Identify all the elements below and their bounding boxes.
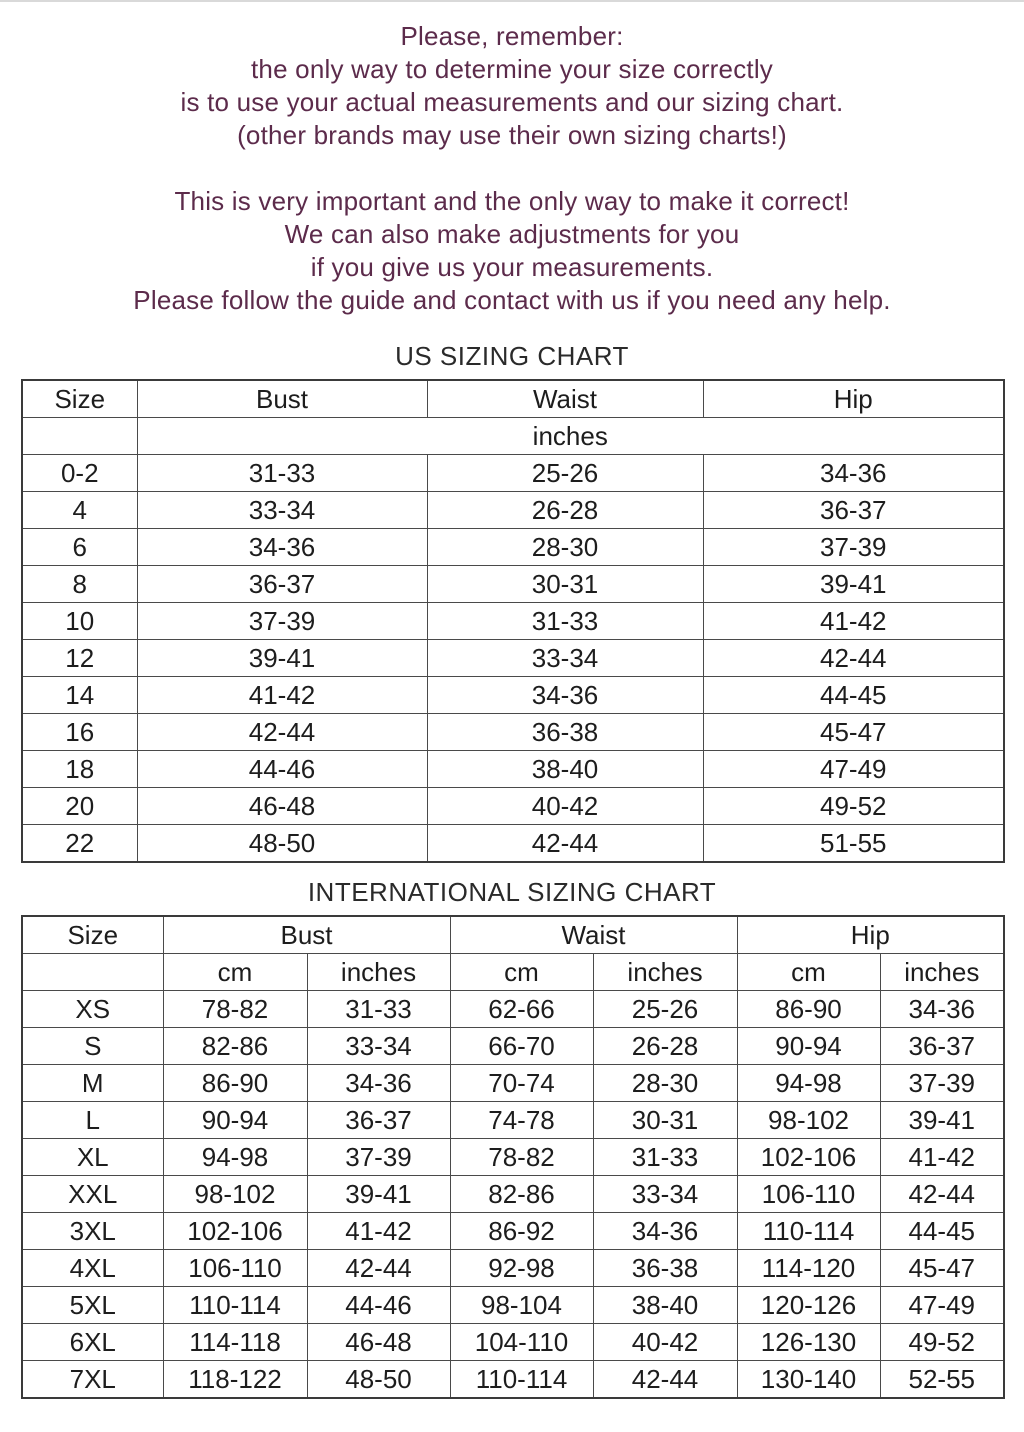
table-header-row bbox=[22, 380, 1004, 418]
table-cell: 39-41 bbox=[137, 640, 427, 677]
column-header-size: Size bbox=[22, 380, 137, 418]
column-header-waist: Waist bbox=[450, 916, 737, 954]
table-cell: 130-140 bbox=[737, 1361, 880, 1399]
table-cell: 86-92 bbox=[450, 1213, 593, 1250]
table-cell: 62-66 bbox=[450, 991, 593, 1028]
table-cell: 37-39 bbox=[703, 529, 1004, 566]
table-cell: 104-110 bbox=[450, 1324, 593, 1361]
table-cell: 110-114 bbox=[450, 1361, 593, 1399]
us-sizing-table bbox=[21, 379, 1005, 863]
table-row bbox=[22, 455, 1004, 492]
table-cell: 46-48 bbox=[137, 788, 427, 825]
table-cell: 31-33 bbox=[593, 1139, 737, 1176]
table-cell: 31-33 bbox=[307, 991, 450, 1028]
table-cell: 120-126 bbox=[737, 1287, 880, 1324]
unit-label: cm bbox=[163, 954, 307, 991]
intro-line: Please follow the guide and contact with us if you need any help. bbox=[133, 285, 891, 315]
table-cell: S bbox=[22, 1028, 163, 1065]
column-header-bust: Bust bbox=[137, 380, 427, 418]
table-cell: 36-38 bbox=[593, 1250, 737, 1287]
table-cell: 20 bbox=[22, 788, 137, 825]
table-cell: 51-55 bbox=[703, 825, 1004, 863]
column-header-hip: Hip bbox=[703, 380, 1004, 418]
table-cell: 102-106 bbox=[163, 1213, 307, 1250]
intro-text-block bbox=[0, 2, 1024, 317]
table-cell: 39-41 bbox=[703, 566, 1004, 603]
table-cell: 98-104 bbox=[450, 1287, 593, 1324]
table-unit-row bbox=[22, 418, 1004, 455]
table-cell: 5XL bbox=[22, 1287, 163, 1324]
table-cell: 37-39 bbox=[880, 1065, 1004, 1102]
table-cell: 33-34 bbox=[137, 492, 427, 529]
table-row bbox=[22, 1361, 1004, 1399]
table-cell: 36-37 bbox=[880, 1028, 1004, 1065]
table-cell: 39-41 bbox=[880, 1102, 1004, 1139]
table-header-row bbox=[22, 916, 1004, 954]
table-cell: 38-40 bbox=[593, 1287, 737, 1324]
empty-cell bbox=[22, 954, 163, 991]
unit-label: inches bbox=[880, 954, 1004, 991]
table-cell: 45-47 bbox=[703, 714, 1004, 751]
table-cell: 44-46 bbox=[307, 1287, 450, 1324]
table-cell: 33-34 bbox=[593, 1176, 737, 1213]
table-row bbox=[22, 714, 1004, 751]
table-cell: 36-37 bbox=[703, 492, 1004, 529]
table-row bbox=[22, 1028, 1004, 1065]
table-row bbox=[22, 677, 1004, 714]
table-cell: 86-90 bbox=[737, 991, 880, 1028]
table-row bbox=[22, 1287, 1004, 1324]
table-cell: 37-39 bbox=[307, 1139, 450, 1176]
column-header-size: Size bbox=[22, 916, 163, 954]
table-cell: 82-86 bbox=[450, 1176, 593, 1213]
table-cell: 114-120 bbox=[737, 1250, 880, 1287]
table-row bbox=[22, 991, 1004, 1028]
table-cell: 48-50 bbox=[307, 1361, 450, 1399]
table-cell: XXL bbox=[22, 1176, 163, 1213]
table-cell: 70-74 bbox=[450, 1065, 593, 1102]
table-cell: 41-42 bbox=[137, 677, 427, 714]
table-cell: 42-44 bbox=[307, 1250, 450, 1287]
table-cell: 66-70 bbox=[450, 1028, 593, 1065]
table-cell: 42-44 bbox=[593, 1361, 737, 1399]
table-cell: 52-55 bbox=[880, 1361, 1004, 1399]
intro-line: if you give us your measurements. bbox=[310, 252, 714, 282]
table-cell: 18 bbox=[22, 751, 137, 788]
table-row bbox=[22, 492, 1004, 529]
table-cell: 110-114 bbox=[163, 1287, 307, 1324]
table-cell: 48-50 bbox=[137, 825, 427, 863]
table-row bbox=[22, 603, 1004, 640]
table-cell: 3XL bbox=[22, 1213, 163, 1250]
intro-line: We can also make adjustments for you bbox=[284, 219, 740, 249]
unit-label: inches bbox=[307, 954, 450, 991]
table-cell: XL bbox=[22, 1139, 163, 1176]
table-cell: 90-94 bbox=[737, 1028, 880, 1065]
table-cell: 30-31 bbox=[593, 1102, 737, 1139]
table-row bbox=[22, 751, 1004, 788]
unit-label: cm bbox=[737, 954, 880, 991]
table-row bbox=[22, 825, 1004, 863]
table-cell: 47-49 bbox=[880, 1287, 1004, 1324]
intro-spacer bbox=[0, 152, 1024, 185]
table-cell: 39-41 bbox=[307, 1176, 450, 1213]
table-cell: 78-82 bbox=[163, 991, 307, 1028]
table-cell: 86-90 bbox=[163, 1065, 307, 1102]
table-cell: 102-106 bbox=[737, 1139, 880, 1176]
table-cell: 42-44 bbox=[137, 714, 427, 751]
table-cell: L bbox=[22, 1102, 163, 1139]
unit-label: inches bbox=[137, 418, 1004, 455]
table-cell: 34-36 bbox=[307, 1065, 450, 1102]
table-cell: 44-45 bbox=[880, 1213, 1004, 1250]
table-cell: 4 bbox=[22, 492, 137, 529]
table-cell: 36-37 bbox=[137, 566, 427, 603]
table-cell: 37-39 bbox=[137, 603, 427, 640]
table-cell: 33-34 bbox=[427, 640, 703, 677]
table-cell: 6 bbox=[22, 529, 137, 566]
table-cell: M bbox=[22, 1065, 163, 1102]
table-cell: 94-98 bbox=[737, 1065, 880, 1102]
table-cell: 28-30 bbox=[427, 529, 703, 566]
table-cell: 106-110 bbox=[737, 1176, 880, 1213]
table-cell: 126-130 bbox=[737, 1324, 880, 1361]
table-row bbox=[22, 529, 1004, 566]
table-cell: 10 bbox=[22, 603, 137, 640]
table-cell: 36-38 bbox=[427, 714, 703, 751]
table-cell: 92-98 bbox=[450, 1250, 593, 1287]
table-cell: 46-48 bbox=[307, 1324, 450, 1361]
table-cell: 42-44 bbox=[427, 825, 703, 863]
table-cell: 106-110 bbox=[163, 1250, 307, 1287]
table-cell: 47-49 bbox=[703, 751, 1004, 788]
table-cell: 41-42 bbox=[880, 1139, 1004, 1176]
table-cell: 34-36 bbox=[703, 455, 1004, 492]
table-cell: 90-94 bbox=[163, 1102, 307, 1139]
table-cell: XS bbox=[22, 991, 163, 1028]
table-cell: 42-44 bbox=[880, 1176, 1004, 1213]
table-cell: 16 bbox=[22, 714, 137, 751]
intro-line: the only way to determine your size correctly bbox=[251, 54, 773, 84]
table-cell: 42-44 bbox=[703, 640, 1004, 677]
table-cell: 12 bbox=[22, 640, 137, 677]
table-cell: 41-42 bbox=[307, 1213, 450, 1250]
table-cell: 44-45 bbox=[703, 677, 1004, 714]
table-cell: 0-2 bbox=[22, 455, 137, 492]
table-cell: 31-33 bbox=[137, 455, 427, 492]
table-cell: 94-98 bbox=[163, 1139, 307, 1176]
table-cell: 98-102 bbox=[163, 1176, 307, 1213]
table-cell: 34-36 bbox=[137, 529, 427, 566]
table-cell: 26-28 bbox=[427, 492, 703, 529]
empty-cell bbox=[22, 418, 137, 455]
table-cell: 26-28 bbox=[593, 1028, 737, 1065]
table-cell: 118-122 bbox=[163, 1361, 307, 1399]
table-cell: 40-42 bbox=[593, 1324, 737, 1361]
table-cell: 38-40 bbox=[427, 751, 703, 788]
table-cell: 28-30 bbox=[593, 1065, 737, 1102]
column-header-bust: Bust bbox=[163, 916, 450, 954]
table-row bbox=[22, 1176, 1004, 1213]
intro-line: This is very important and the only way to make it correct! bbox=[174, 186, 850, 216]
table-cell: 34-36 bbox=[427, 677, 703, 714]
table-cell: 45-47 bbox=[880, 1250, 1004, 1287]
table-cell: 36-37 bbox=[307, 1102, 450, 1139]
table-cell: 98-102 bbox=[737, 1102, 880, 1139]
intro-line: is to use your actual measurements and our sizing chart. bbox=[180, 87, 844, 117]
table-row bbox=[22, 1213, 1004, 1250]
table-cell: 25-26 bbox=[427, 455, 703, 492]
table-cell: 25-26 bbox=[593, 991, 737, 1028]
table-cell: 34-36 bbox=[593, 1213, 737, 1250]
table-row bbox=[22, 1324, 1004, 1361]
table-cell: 22 bbox=[22, 825, 137, 863]
table-cell: 74-78 bbox=[450, 1102, 593, 1139]
table-row bbox=[22, 788, 1004, 825]
unit-label: inches bbox=[593, 954, 737, 991]
intro-line: (other brands may use their own sizing charts!) bbox=[237, 120, 787, 150]
table-cell: 44-46 bbox=[137, 751, 427, 788]
international-sizing-table bbox=[21, 915, 1005, 1399]
us-chart-title: US SIZING CHART bbox=[395, 341, 629, 371]
table-cell: 6XL bbox=[22, 1324, 163, 1361]
table-row bbox=[22, 640, 1004, 677]
table-cell: 14 bbox=[22, 677, 137, 714]
table-cell: 82-86 bbox=[163, 1028, 307, 1065]
table-row bbox=[22, 566, 1004, 603]
table-row bbox=[22, 1102, 1004, 1139]
table-cell: 34-36 bbox=[880, 991, 1004, 1028]
table-cell: 78-82 bbox=[450, 1139, 593, 1176]
table-cell: 7XL bbox=[22, 1361, 163, 1399]
intro-line: Please, remember: bbox=[400, 21, 624, 51]
unit-label: cm bbox=[450, 954, 593, 991]
table-row bbox=[22, 1250, 1004, 1287]
table-cell: 41-42 bbox=[703, 603, 1004, 640]
table-cell: 49-52 bbox=[703, 788, 1004, 825]
table-cell: 114-118 bbox=[163, 1324, 307, 1361]
table-cell: 33-34 bbox=[307, 1028, 450, 1065]
intl-chart-title: INTERNATIONAL SIZING CHART bbox=[307, 877, 717, 907]
table-cell: 8 bbox=[22, 566, 137, 603]
table-cell: 31-33 bbox=[427, 603, 703, 640]
table-cell: 110-114 bbox=[737, 1213, 880, 1250]
table-cell: 49-52 bbox=[880, 1324, 1004, 1361]
table-row bbox=[22, 1139, 1004, 1176]
table-cell: 30-31 bbox=[427, 566, 703, 603]
column-header-hip: Hip bbox=[737, 916, 1004, 954]
table-unit-row bbox=[22, 954, 1004, 991]
column-header-waist: Waist bbox=[427, 380, 703, 418]
table-row bbox=[22, 1065, 1004, 1102]
table-cell: 4XL bbox=[22, 1250, 163, 1287]
table-cell: 40-42 bbox=[427, 788, 703, 825]
